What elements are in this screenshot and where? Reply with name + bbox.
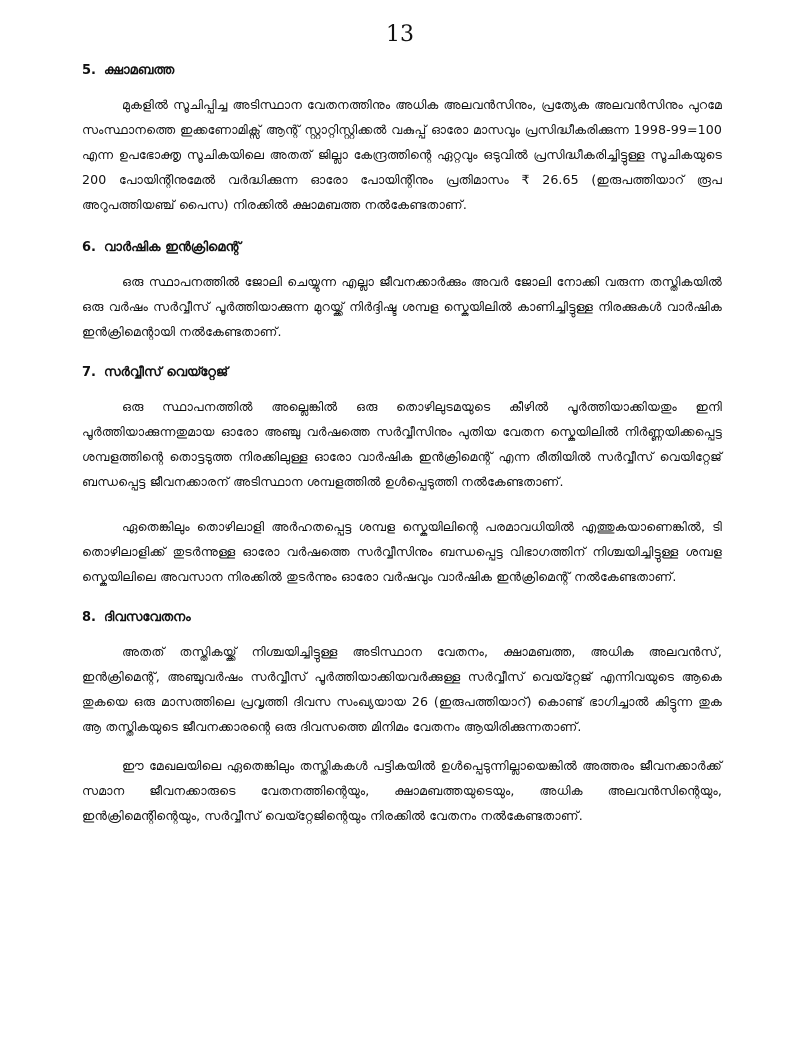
section-8	[82, 609, 722, 828]
section-number: 6.	[82, 240, 96, 255]
page-number: 13	[386, 22, 414, 47]
section-title: ദിവസവേതനം	[104, 610, 191, 625]
paragraph: അതത് തസ്തികയ്ക്ക് നിശ്ചയിച്ചിട്ടുള്ള അടിസ്ഥാന വേതനം, ക്ഷാമബത്ത, അധിക അലവൻസ്, ഇൻക്രിമെന്റ്, അഞ്ചുവർഷം സർവ്വീസ് പൂർത്തിയാക്കിയവർക്കുള്ള സർവ്വീസ് വെയ്റ്റേജ് എന്നിവയുടെ ആകെ തുകയെ ഒരു മാസത്തിലെ പ്രവൃത്തി ദിവസ സംഖ്യയായ 26 (ഇരുപത്തിയാറ്) കൊണ്ട് ഭാഗിച്ചാൽ കിട്ടുന്ന തുക ആ തസ്തികയുടെ ജീവനക്കാരന്റെ ഒരു ദിവസത്തെ മിനിമം വേതനം ആയിരിക്കുന്നതാണ്.	[82, 644, 722, 734]
paragraph: ഒരു സ്ഥാപനത്തിൽ ജോലി ചെയ്യുന്ന എല്ലാ ജീവനക്കാർക്കും അവർ ജോലി നോക്കി വരുന്ന തസ്തികയിൽ ഒരു വർഷം സർവ്വീസ് പൂർത്തിയാക്കുന്ന മുറയ്ക്ക് നിർദ്ദിഷ്ട ശമ്പള സ്കെയിലിൽ കാണിച്ചിട്ടുള്ള നിരക്കുകൾ വാർഷിക ഇൻക്രിമെന്റായി നൽകേണ്ടതാണ്.	[82, 274, 722, 339]
section-title: വാർഷിക ഇൻക്രിമെന്റ്	[104, 240, 241, 255]
paragraph: ഈ മേഖലയിലെ ഏതെങ്കിലും തസ്തികകൾ പട്ടികയിൽ ഉൾപ്പെടുന്നില്ലായെങ്കിൽ അത്തരം ജീവനക്കാർക്ക് സമാന ജീവനക്കാരുടെ വേതനത്തിന്റെയും, ക്ഷാമബത്തയുടെയും, അധിക അലവൻസിന്റെയും, ഇൻക്രിമെന്റിന്റെയും, സർവ്വീസ് വെയ്റ്റേജിന്റെയും നിരക്കിൽ വേതനം നൽകേണ്ടതാണ്.	[82, 758, 722, 823]
section-heading	[82, 239, 722, 257]
paragraph: മുകളിൽ സൂചിപ്പിച്ച അടിസ്ഥാന വേതനത്തിനും അധിക അലവൻസിനും, പ്രത്യേക അലവൻസിനും പുറമേ സംസ്ഥാനത്തെ ഇക്കണോമിക്സ് ആന്റ് സ്റ്റാറ്റിസ്റ്റിക്കൽ വകുപ്പ് ഓരോ മാസവും പ്രസിദ്ധീകരിക്കുന്ന 1998-99=100 എന്ന ഉപഭോക്തൃ സൂചികയിലെ അതത് ജില്ലാ കേന്ദ്രത്തിന്റെ ഏറ്റവും ഒടുവിൽ പ്രസിദ്ധീകരിച്ചിട്ടുള്ള സൂചികയുടെ 200 പോയിന്റിനുമേൽ വർദ്ധിക്കുന്ന ഓരോ പോയിന്റിനും പ്രതിമാസം ₹ 26.65 (ഇരുപത്തിയാറ് രൂപ അറുപത്തിയഞ്ച് പൈസ) നിരക്കിൽ ക്ഷാമബത്ത നൽകേണ്ടതാണ്.	[82, 97, 722, 212]
section-5	[82, 62, 722, 217]
section-number: 5.	[82, 63, 96, 78]
section-7	[82, 364, 722, 589]
section-number: 7.	[82, 365, 96, 380]
section-heading	[82, 62, 722, 80]
section-title: ക്ഷാമബത്ത	[104, 63, 175, 78]
section-heading	[82, 609, 722, 627]
section-heading	[82, 364, 722, 382]
paragraph: ഏതെങ്കിലും തൊഴിലാളി അർഹതപ്പെട്ട ശമ്പള സ്കെയിലിന്റെ പരമാവധിയിൽ എത്തുകയാണെങ്കിൽ, ടി തൊഴിലാളിക്ക് തുടർന്നുള്ള ഓരോ വർഷത്തെ സർവ്വീസിനും ബന്ധപ്പെട്ട വിഭാഗത്തിന് നിശ്ചയിച്ചിട്ടുള്ള ശമ്പള സ്കെയിലിലെ അവസാന നിരക്കിൽ തുടർന്നും ഓരോ വർഷവും വാർഷിക ഇൻക്രിമെന്റ് നൽകേണ്ടതാണ്.	[82, 519, 722, 584]
section-number: 8.	[82, 610, 96, 625]
section-title: സർവ്വീസ് വെയ്റ്റേജ്	[104, 365, 229, 380]
document-body	[82, 62, 722, 842]
paragraph: ഒരു സ്ഥാപനത്തിൽ അല്ലെങ്കിൽ ഒരു തൊഴിലുടമയുടെ കീഴിൽ പൂർത്തിയാക്കിയതും ഇനി പൂർത്തിയാക്കുന്നതുമായ ഓരോ അഞ്ചു വർഷത്തെ സർവ്വീസിനും പുതിയ വേതന സ്കെയിലിൽ നിർണ്ണയിക്കപ്പെട്ട ശമ്പളത്തിന്റെ തൊട്ടടുത്ത നിരക്കിലുള്ള ഓരോ വാർഷിക ഇൻക്രിമെന്റ് എന്ന രീതിയിൽ സർവ്വീസ് വെയിറ്റേജ് ബന്ധപ്പെട്ട ജീവനക്കാരന് അടിസ്ഥാന ശമ്പളത്തിൽ ഉൾപ്പെടുത്തി നൽകേണ്ടതാണ്.	[82, 399, 722, 489]
section-6	[82, 239, 722, 344]
